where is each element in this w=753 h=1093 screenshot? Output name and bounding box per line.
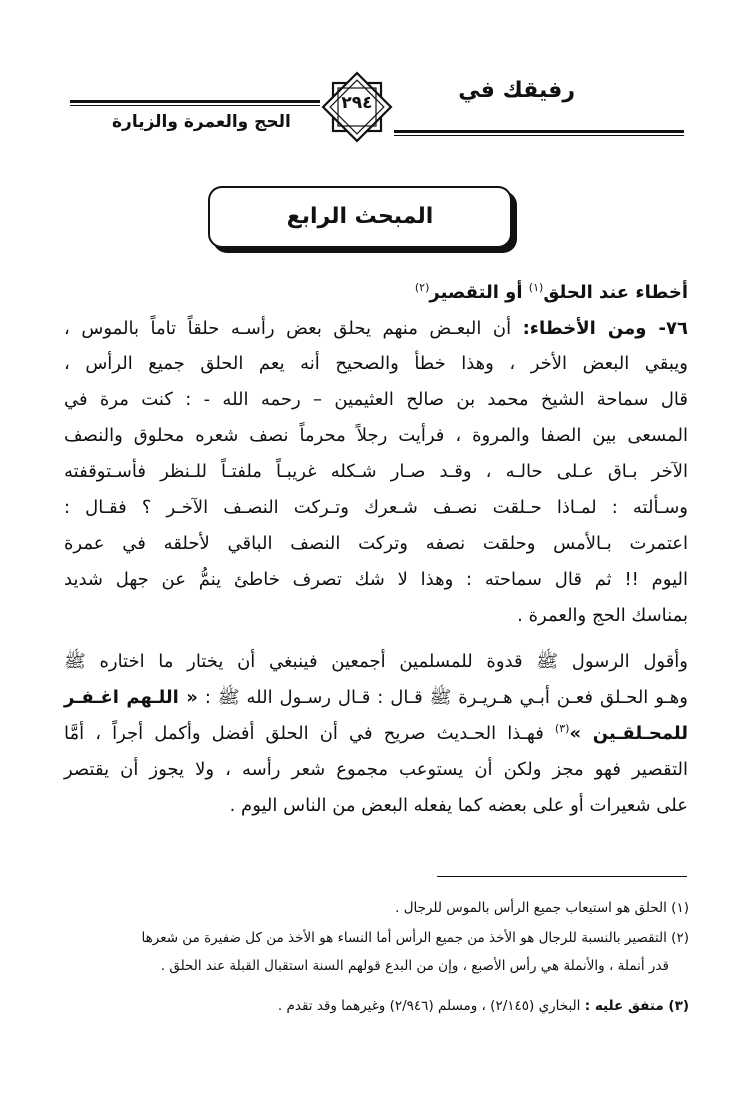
paragraph-line: الآخر بـاق عـلى حالـه ، وقـد صـار شـكله غريبـاً ملفتـاً للـنظر فأسـتوقفته	[64, 461, 688, 482]
subheading	[64, 276, 688, 310]
paragraph-line	[64, 717, 688, 751]
footnote-ref-3: (٣)	[554, 722, 570, 735]
page-number: ٢٩٤	[341, 93, 373, 113]
subheading-text: أخطاء عند الحلق	[543, 282, 688, 303]
paragraph-line: ويبقي البعض الأخر ، وهذا خطأ والصحيح أنه يعم الحلق جميع الرأس ،	[64, 353, 688, 374]
paragraph-line: وأقول الرسول ﷺ قدوة للمسلمين أجمعين فينبغي أن يختار ما اختاره ﷺ	[64, 651, 688, 672]
footnote-3-text: البخاري (٢/١٤٥) ، ومسلم (٢/٩٤٦) وغيرهما وقد تقدم .	[277, 998, 585, 1014]
hadith-quote: « اللـهم اغـفـر	[64, 687, 198, 708]
footnote-1: (١) الحلق هو استيعاب جميع الرأس بالموس للرجال .	[395, 900, 689, 916]
paragraph-line: التقصير فهو مجز ولكن أن يستوعب مجموع شعر رأسه ، ولا يجوز أن يقتصر	[64, 759, 688, 780]
book-title-bottom: الحج والعمرة والزيارة	[112, 112, 291, 132]
footnote-3	[278, 994, 689, 1018]
paragraph-line: المسعى بين الصفا والمروة ، فرأيت رجلاً محرماً نصف شعره محلوق والنصف	[64, 425, 688, 446]
paragraph-line: اعتمرت بـالأمس وحلقت نصفه وتركت النصف الباقي لأحلقه في عمرة	[64, 533, 688, 554]
subheading-conj: أو التقصير	[429, 282, 529, 303]
footnote-ref-1: (١)	[528, 281, 544, 294]
hadith-quote-end: للمحـلقـين »	[569, 723, 688, 744]
footnote-3-label: (٣) متفق عليه :	[584, 998, 689, 1014]
page-number-seal	[320, 70, 394, 144]
paragraph-line: بمناسك الحج والعمرة .	[517, 605, 688, 626]
paragraph-text: أن البعـض منهم يحلق بعض رأسـه حلقاً تاماً بالموس ،	[64, 318, 512, 339]
paragraph-line	[64, 312, 688, 346]
paragraph-line	[64, 681, 688, 715]
footnote-2-continued: قدر أنملة ، والأنملة هي رأس الأصبع ، وإن من البدع قولهم السنة استقبال القبلة عند الحلق .	[160, 958, 669, 974]
header-rule-bottom-thin	[366, 135, 684, 136]
paragraph-line: اليوم !! ثم قال سماحته : وهذا لا شك تصرف خاطئ ينمُّ عن جهل شديد	[64, 569, 688, 590]
section-title-box	[208, 186, 512, 248]
header-rule-bottom	[366, 130, 684, 133]
section-title: المبحث الرابع	[286, 204, 434, 229]
paragraph-line: على شعيرات أو على بعضه كما يفعله البعض من الناس اليوم .	[229, 795, 688, 816]
paragraph-line: قال سماحة الشيخ محمد بن صالح العثيمين – رحمه الله - : كنت مرة في	[64, 389, 688, 410]
paragraph-text: فهـذا الحـديث صريح في أن الحلق أفضل وأكمل أجراً ، أمَّا	[64, 723, 555, 744]
paragraph-line: وسـألته : لمـاذا حـلقت نصـف شـعرك وتـركت النصـف الآخـر ؟ فقـال :	[64, 497, 688, 518]
mistake-number: ٧٦- ومن الأخطاء:	[522, 318, 688, 339]
footnote-ref-2: (٢)	[414, 281, 430, 294]
footnote-2: (٢) التقصير بالنسبة للرجال هو الأخذ من جميع الرأس أما النساء هو الأخذ من كل ضفيرة من شعرها	[141, 930, 689, 946]
paragraph-text: وهـو الحـلق فعـن أبـي هـريـرة ﷺ قـال : قـال رسـول الله ﷺ :	[204, 687, 688, 708]
footnote-separator	[437, 876, 687, 877]
book-title-top: رفيقك في	[458, 78, 575, 103]
